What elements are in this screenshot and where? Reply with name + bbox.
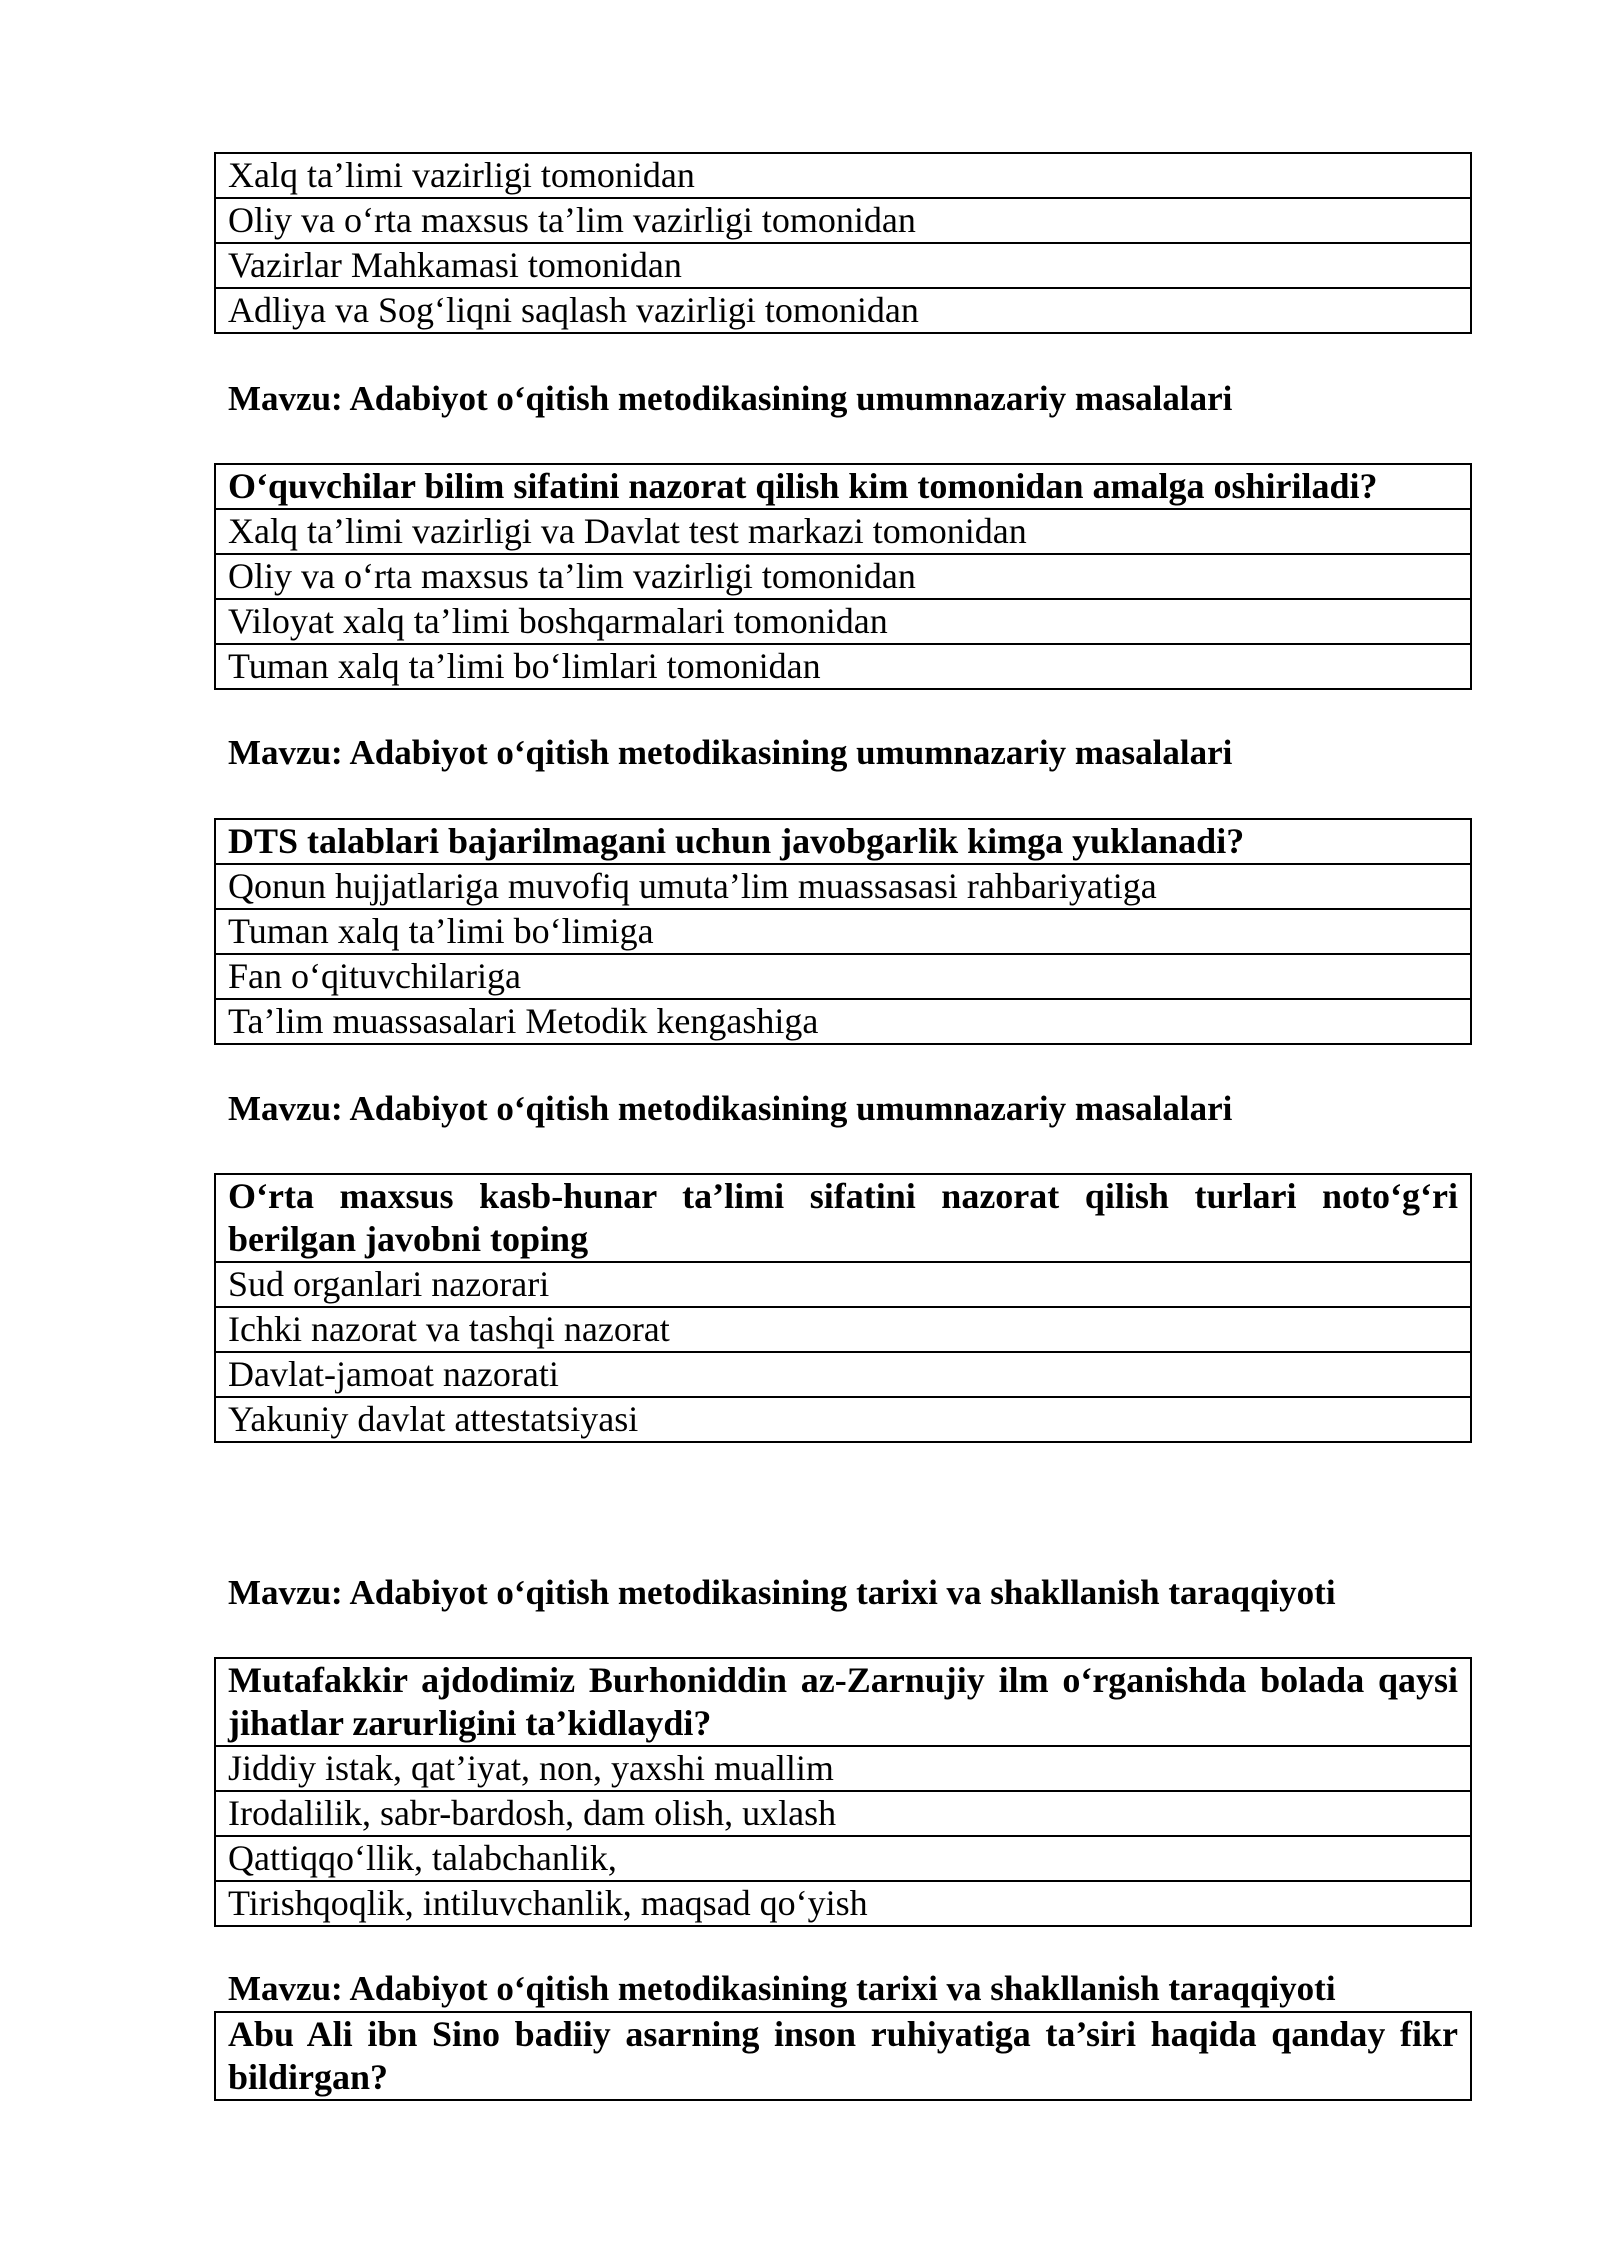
question-text: Abu Ali ibn Sino badiiy asarning inson ruhiyatiga ta’siri haqida qanday fikr bildirgan?: [215, 2012, 1471, 2100]
answer-option: Adliya va Sog‘liqni saqlash vazirligi tomonidan: [215, 288, 1471, 333]
question-table: [214, 1657, 1472, 1927]
answer-option: Oliy va o‘rta maxsus ta’lim vazirligi tomonidan: [215, 198, 1471, 243]
answer-option: Ichki nazorat va tashqi nazorat: [215, 1307, 1471, 1352]
answer-option: Tuman xalq ta’limi bo‘limlari tomonidan: [215, 644, 1471, 689]
question-table: [214, 1173, 1472, 1443]
answer-option: Vazirlar Mahkamasi tomonidan: [215, 243, 1471, 288]
answer-option: Xalq ta’limi vazirligi va Davlat test markazi tomonidan: [215, 509, 1471, 554]
answer-option: Oliy va o‘rta maxsus ta’lim vazirligi tomonidan: [215, 554, 1471, 599]
answer-option: Jiddiy istak, qat’iyat, non, yaxshi muallim: [215, 1746, 1471, 1791]
topic-heading: Mavzu: Adabiyot o‘qitish metodikasining umumnazariy masalalari: [228, 733, 1233, 772]
answer-option: Qattiqqo‘llik, talabchanlik,: [215, 1836, 1471, 1881]
question-text: O‘rta maxsus kasb-hunar ta’limi sifatini nazorat qilish turlari noto‘g‘ri berilgan javobni toping: [215, 1174, 1471, 1262]
question-table: [214, 463, 1472, 690]
answer-option: Xalq ta’limi vazirligi tomonidan: [215, 153, 1471, 198]
answer-option: Tuman xalq ta’limi bo‘limiga: [215, 909, 1471, 954]
answer-option: Irodalilik, sabr-bardosh, dam olish, uxlash: [215, 1791, 1471, 1836]
answer-option: Yakuniy davlat attestatsiyasi: [215, 1397, 1471, 1442]
answer-option: Tirishqoqlik, intiluvchanlik, maqsad qo‘yish: [215, 1881, 1471, 1926]
question-text: DTS talablari bajarilmagani uchun javobgarlik kimga yuklanadi?: [215, 819, 1471, 864]
question-table: [214, 152, 1472, 334]
answer-option: Viloyat xalq ta’limi boshqarmalari tomonidan: [215, 599, 1471, 644]
answer-option: Fan o‘qituvchilariga: [215, 954, 1471, 999]
topic-heading: Mavzu: Adabiyot o‘qitish metodikasining tarixi va shakllanish taraqqiyoti: [228, 1969, 1336, 2008]
answer-option: Davlat-jamoat nazorati: [215, 1352, 1471, 1397]
topic-heading: Mavzu: Adabiyot o‘qitish metodikasining tarixi va shakllanish taraqqiyoti: [228, 1573, 1336, 1612]
question-text: Mutafakkir ajdodimiz Burhoniddin az-Zarnujiy ilm o‘rganishda bolada qaysi jihatlar zarurligini ta’kidlaydi?: [215, 1658, 1471, 1746]
answer-option: Qonun hujjatlariga muvofiq umuta’lim muassasasi rahbariyatiga: [215, 864, 1471, 909]
answer-option: Sud organlari nazorari: [215, 1262, 1471, 1307]
question-text: O‘quvchilar bilim sifatini nazorat qilish kim tomonidan amalga oshiriladi?: [215, 464, 1471, 509]
topic-heading: Mavzu: Adabiyot o‘qitish metodikasining umumnazariy masalalari: [228, 1089, 1233, 1128]
question-table: [214, 818, 1472, 1045]
question-table: [214, 2011, 1472, 2101]
answer-option: Ta’lim muassasalari Metodik kengashiga: [215, 999, 1471, 1044]
topic-heading: Mavzu: Adabiyot o‘qitish metodikasining umumnazariy masalalari: [228, 379, 1233, 418]
